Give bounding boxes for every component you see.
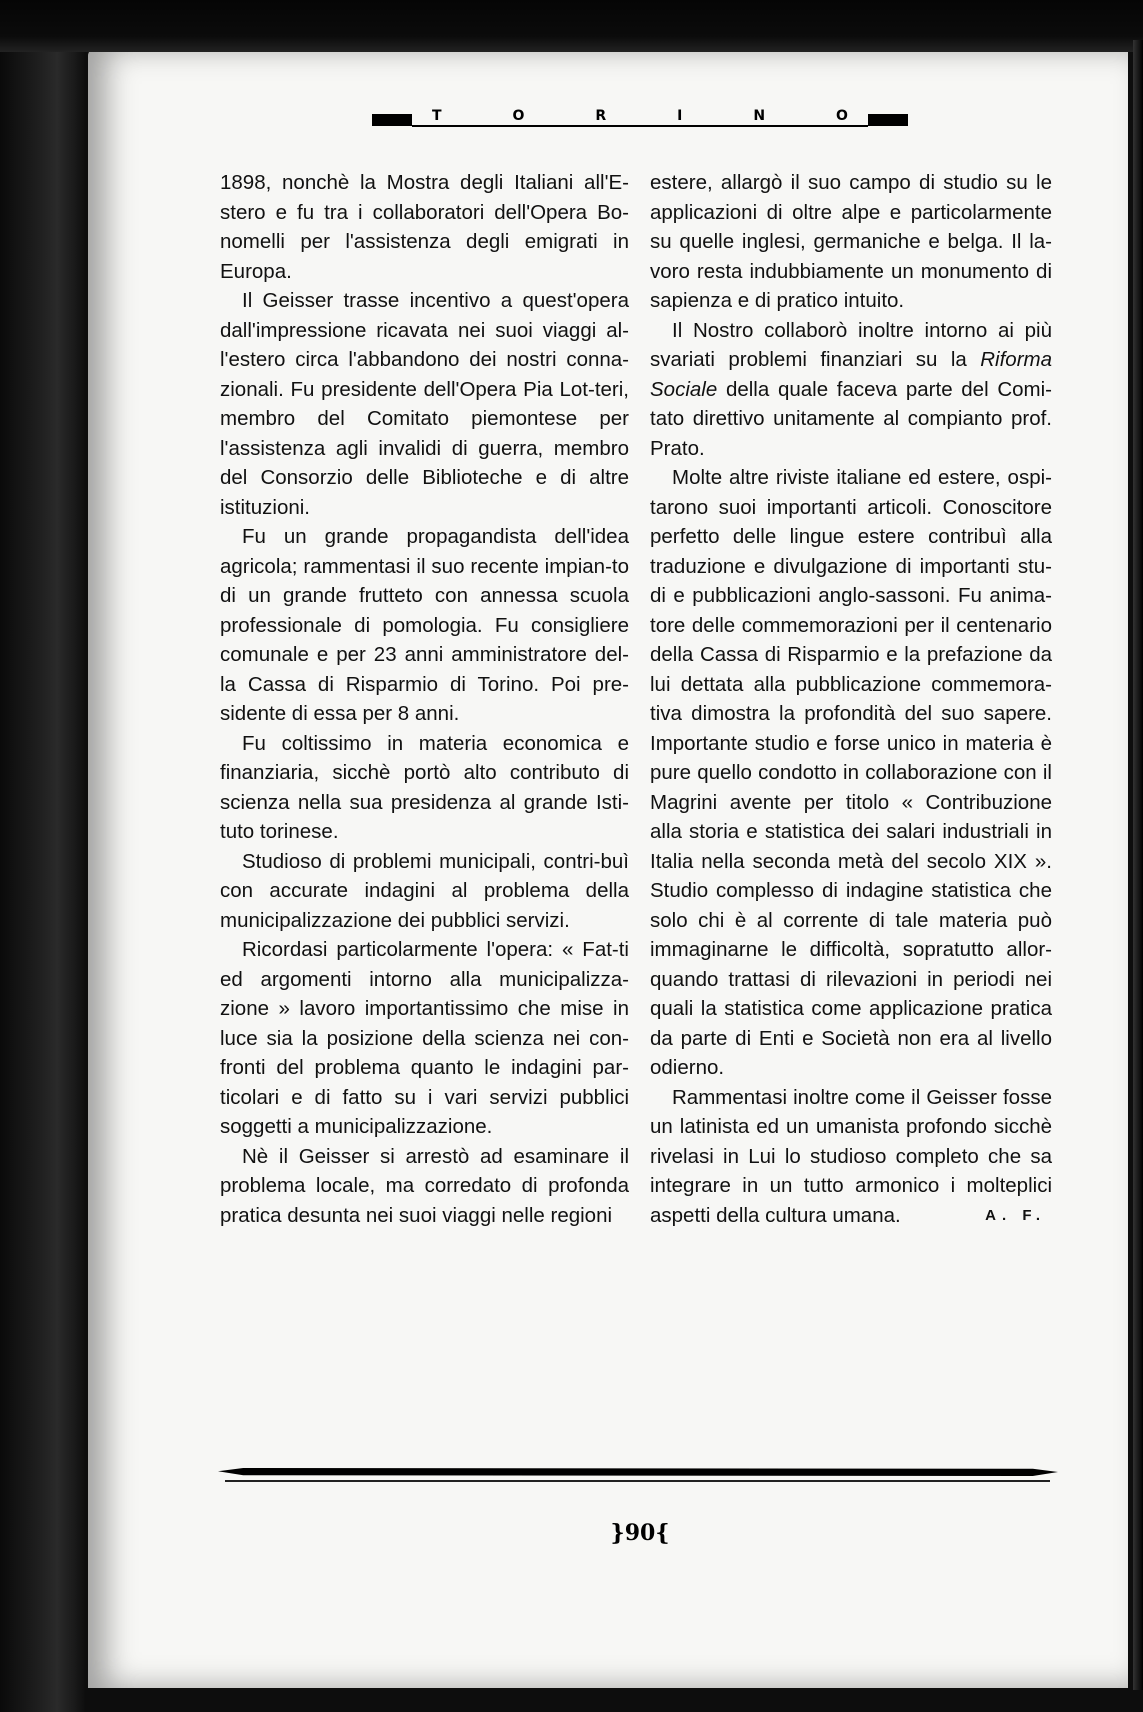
author-signature: A. F. bbox=[985, 1206, 1046, 1224]
header-ornament-left bbox=[372, 114, 412, 126]
paragraph: Studioso di problemi municipali, contri-buì con accurate indagini al problema della municipalizzazione dei pubblici servizi. bbox=[220, 849, 629, 932]
paragraph: Fu un grande propagandista dell'idea agricola; rammentasi il suo recente impian-to di un grande frutteto con annessa scuola professionale di pomologia. Fu consigliere comunale e per 23 anni amministratore del-la Cassa di Risparmio di Torino. Poi pre-sidente di essa per 8 anni. bbox=[220, 525, 629, 725]
paragraph: Fu coltissimo in materia economica e finanziaria, sicchè portò alto contributo di scienza nella sua presidenza al grande Isti-tuto torinese. bbox=[220, 731, 629, 843]
journal-title: Riforma Sociale bbox=[650, 348, 1052, 401]
footer-ornament-rule bbox=[218, 1468, 1058, 1476]
page-number bbox=[590, 1520, 690, 1546]
header-ornament-right bbox=[868, 114, 908, 126]
paragraph bbox=[650, 1083, 1052, 1231]
paragraph: Il Geisser trasse incentivo a quest'opera dall'impressione ricavata nei suoi viaggi al-l'estero circa l'abbandono dei nostri conna-zionali. Fu presidente dell'Opera Pia Lot-teri, membro del Comitato piemontese per l'assistenza agli invalidi di guerra, membro del Consorzio delle Biblioteche e di altre istituzioni. bbox=[220, 289, 629, 519]
header-letter: N bbox=[753, 108, 766, 124]
paragraph: Ricordasi particolarmente l'opera: « Fat-ti ed argomenti intorno alla municipalizza-zione » lavoro importantissimo che mise in luce sia la posizione della scienza nei con-fronti del problema quanto le indagini par-ticolari e di fatto su i vari servizi pubblici soggetti a municipalizzazione. bbox=[220, 938, 629, 1138]
right-column bbox=[650, 168, 1052, 1230]
running-header bbox=[372, 108, 908, 130]
header-rule bbox=[412, 125, 868, 127]
header-letter: O bbox=[836, 108, 848, 124]
left-column bbox=[220, 168, 629, 1230]
paragraph-text: della quale faceva parte del Comi-tato direttivo unitamente al compianto prof. Prato. bbox=[650, 377, 1052, 460]
scan-top-edge bbox=[0, 0, 1143, 52]
header-letter: I bbox=[677, 108, 683, 124]
page-marker-right: { bbox=[655, 1520, 670, 1546]
header-title bbox=[432, 108, 848, 124]
paragraph: Molte altre riviste italiane ed estere, ospi-tarono suoi importanti articoli. Conoscitore perfetto delle lingue estere contribuì alla traduzione e divulgazione di importanti stu-di e pubblicazioni anglo-sassoni. Fu anima-tore delle commemorazioni per il centenario della Cassa di Risparmio e la prefazione da lui dettata alla pubblicazione commemora-tiva dimostra la profondità del suo sapere. Importante studio e forse unico in materia è pure quello condotto in collaborazione con il Magrini avente per titolo « Contribuzione alla storia e statistica dei salari industriali in Italia nella seconda metà del secolo XIX ». Studio complesso di indagine statistica che solo chi è al corrente di tale materia può immaginarne le difficoltà, sopratutto allor-quando trattasi di rilevazioni in periodi nei quali la statistica come applicazione pratica da parte di Enti e Società non era al livello odierno. bbox=[650, 466, 1052, 1079]
paragraph: 1898, nonchè la Mostra degli Italiani all'E-stero e fu tra i collaboratori dell'Opera Bo-nomelli per l'assistenza degli emigrati in Europa. bbox=[220, 171, 629, 283]
header-letter: R bbox=[595, 108, 607, 124]
paragraph-text: Rammentasi inoltre come il Geisser fosse un latinista ed un umanista profondo sicchè rivelasi in Lui lo studioso completo che sa integrare in un tutto armonico i molteplici aspetti della cultura umana. bbox=[650, 1085, 1052, 1227]
page-number-value: 90 bbox=[624, 1520, 656, 1546]
page-marker-left: } bbox=[610, 1520, 625, 1546]
header-letter: T bbox=[432, 108, 442, 124]
paragraph: estere, allargò il suo campo di studio su le applicazioni di oltre alpe e particolarmente su quelle inglesi, germaniche e belga. Il la-voro resta indubbiamente un monumento di sapienza e di pratico intuito. bbox=[650, 171, 1052, 312]
header-letter: O bbox=[512, 108, 525, 124]
scan-right-edge bbox=[1133, 40, 1143, 1690]
paragraph-text: Il Nostro collaborò inoltre intorno ai più svariati problemi finanziari su la bbox=[650, 318, 1052, 371]
paragraph: Nè il Geisser si arrestò ad esaminare il problema locale, ma corredato di profonda pratica desunta nei suoi viaggi nelle regioni bbox=[220, 1144, 629, 1227]
paragraph bbox=[650, 316, 1052, 464]
footer-rule bbox=[225, 1480, 1050, 1482]
